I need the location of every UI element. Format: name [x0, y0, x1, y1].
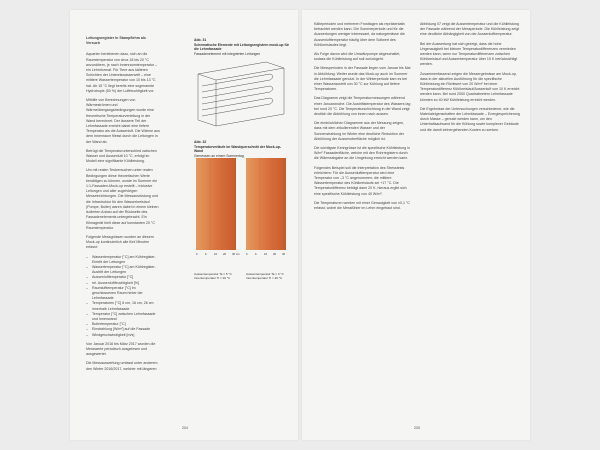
- x-tick: 36: [282, 252, 286, 257]
- paragraph: Das Diagramm zeigt die Temperaturmessungen während einer Januarwoche. Die Austrittstemperatur des Wassers lag bei rund 20 °C. Die Temperaturschichtung in der Wand zeigt deutlich die Abkühlung von innen nach aussen.: [314, 96, 411, 117]
- x-tick: 26: [223, 252, 227, 257]
- paragraph: Bei der Auswertung hat sich gezeigt, dass die hohe Ungenauigkeit bei kleinen Temperaturdifferenzen vermieden werden kann, wenn nur Temperaturdifferenzen zwischen Kühlkreislauf und Aussentemperatur über 15 K berücksichtigt werden.: [420, 41, 518, 67]
- temperature-gradient-chart: [194, 158, 290, 268]
- list-item: – Temperatur [°C] zwischen Lehmfassade und Innenwand: [92, 312, 160, 322]
- legend-entry: [194, 273, 236, 280]
- chart-legend: [194, 273, 290, 280]
- left-page: [70, 10, 298, 440]
- paragraph: Die wichtigste Kenngrösse ist die spezifische Kühlleistung in W/m² Fassadenfläche, welche mit den Rohrregistern durch die Wärmeabgabe an die Umgebung erreicht werden kann.: [314, 146, 410, 161]
- x-tick: 6: [205, 252, 207, 257]
- figure-bottom: [194, 140, 290, 281]
- x-tick: 6: [255, 252, 257, 257]
- list-item: – Wassertemperatur [°C] am Kühlregister-Eintritt der Leitungen: [92, 255, 160, 265]
- right-page: [302, 10, 530, 440]
- paragraph: Betrügt die Temperaturunterschied zwischen Wasser und Aussenluft 10 °C, erfolgt im Modell eine signifikante Kühlleistung.: [86, 148, 157, 164]
- figure-subtitle: Gemessen an einem Sommertag: [194, 153, 244, 158]
- legend-sub: Innentemperatur Ti = 20 °C: [194, 275, 231, 280]
- x-tick: 16: [214, 252, 218, 257]
- x-tick: 36: [232, 252, 236, 257]
- list-item: – Einstrahlung [W/m²] auf die Fassade: [92, 327, 160, 332]
- figure-label: Abb. 32: [194, 140, 207, 144]
- legend-sub: Innentemperatur Ti = 20 °C: [246, 275, 283, 280]
- paragraph: Folgendes Beispiel soll die Interpretation des Stresstests erleichtern: Für die Aussenlufttemperatur wird eine Temperatur von –3 °C angenommen; die mittlere Wassertemperatur des Kühlkreislaufs sei +17 °C. Die Temperaturdifferenz beträgt dann 20 K, hieraus ergibt sich eine spezifische Kühlleistung von 40 W/m².: [314, 165, 407, 196]
- list-item: – Temperaturen [°C] 6 cm, 16 cm, 26 cm innerhalb Lehmfassade: [92, 301, 160, 311]
- list-item: – Raumlufttemperatur [°C] im geschlossenen Raum hinter der Lehmfassade: [92, 286, 160, 302]
- section-heading: Leitungsregister in Stampflehm als Versuch: [86, 36, 146, 46]
- list-item: – Aussenlufttemperatur [°C]: [92, 275, 160, 280]
- x-tick: 0: [196, 252, 198, 257]
- paragraph: Von Januar 2016 bis März 2017 wurden die Messwerte periodisch ausgelesen und ausgewertet.: [86, 341, 156, 357]
- x-tick: 0: [246, 252, 248, 257]
- paragraph: Die Ergebnisse der Untersuchungen verschiedener, wie die Materialeigenschaften der Lehmfassade – Energiespeicherung durch Masse – genutzt werden kann, um den Unterhaltsaufwand für die Kühlung sowie komplexer Gebäude und die damit einhergehenden Kosten zu senken.: [420, 106, 520, 132]
- figure-title: Temperaturverläufe im Wandquerschnitt der Mock-up-Wand: [194, 144, 282, 154]
- paragraph: Die eindrücklichen Diagramme aus der Messung zeigen, dass mit dem zirkulierenden Wasser und der Sonnenstrahlung im Winter eine deutliche Reduktion der Abkühlung der Aussenoberfläche möglich ist.: [314, 121, 405, 141]
- wall-element-sketch: [194, 56, 290, 134]
- page-number: 205: [414, 426, 420, 430]
- left-text-column: [86, 36, 160, 376]
- paragraph: Kälteperioden und mehreren Frosttagen als repräsentativ betrachtet werden kann. Die Sommerperiode und für die Auswertungen weniger interessant, da naturgemässe die Aussenlufttemperatur häufig über dem Sollwert des Kühlkreislaufes liegt.: [314, 22, 406, 47]
- paragraph: Als Folge davon wird die Umwälzpumpe abgeschaltet, sodass die Kühlleistung auf null zurückgeht.: [314, 52, 401, 62]
- section-plot-1: [196, 158, 236, 250]
- list-item: – Windgeschwindigkeit [m/s]: [92, 333, 160, 338]
- x-tick: 26: [273, 252, 277, 257]
- paragraph: Die Messperioden in der Fassade liegen vom Januar bis Mai in Abkühlung. Weiter wurde das Mock-up auch im Sommer die Lehmfassade genutzt. In der Winterperiode kam es bei einer Wasseraustritt von 30 °C zur Kühlung auf tiefere Temperaturen.: [314, 66, 411, 92]
- legend-label: Aussentemperatur Ta = 0 °C: [246, 272, 284, 277]
- list-item: – Wassertemperatur [°C] am Kühlregister-Austritt der Leitungen: [92, 265, 160, 275]
- list-item: – Boilertemperatur [°C]: [92, 322, 160, 327]
- paragraph: Um mit realen Testversuchen unter realen Bedingungen diese theoretischen Werte bestätigen zu können, wurde im Sommer ein 1:1-Fassaden-Mock-up erstellt – inklusive Leitungen und aller zugehörigen Messeinrichtungen. Die Messausrüstung und die Infrastruktur für den Wasserkreislauf (Pumpe, Boiler) waren dabei in einem kleinen isolierten Anbau auf der Rückseite des Fassadenelements untergebracht. Ein Klimagerät hielt diese auf konstanten 20 °C Raumtemperatur.: [86, 168, 159, 230]
- paragraph: Zusammenfassend zeigen die Messergebnisse am Mock-up, dass in der aktuellen Ausführung für die spezifische Kühlleistung ein Richtwert von 20 W/m² bei einer Temperaturdifferenz Kühlkreislauf/Aussenluft von 10 K erreicht werden kann. Bei rund 2000 Quadratmetern Lehmfassade könnten so 40 kW Kühlleistung erreicht werden.: [420, 71, 520, 102]
- paragraph: Mithilfe von Berechnungen von Wärmeströmen und Wärmeübergangsbedingungen wurde eine theoretische Temperaturverteilung in der Wand berechnet. Der äussere Teil der Lehmfassade erreicht dabei eine tiefere Temperatur als die Aussenluft. Die Wärme aus dem Innenraum fliesst durch die Leitungen in der Wand ab.: [86, 98, 160, 144]
- paragraph: Die Temperaturen werden mit einer Genauigkeit von ±0,1 °C erfasst, wobei die Messfühler im Lehm eingebaut sind.: [314, 200, 411, 211]
- figure-top: [194, 38, 290, 139]
- right-text-column-2: [420, 22, 520, 137]
- legend-label: Aussentemperatur Ta = 5 °C: [194, 272, 232, 277]
- paragraph: Abbildung 07 zeigt die Aussentemperatur und die Kühlleistung der Fassade während der Messperiode. Die Kühlleistung zeigt eine deutliche Abhängigkeit von der Aussenlufttemperatur.: [420, 22, 520, 37]
- right-text-column-1: [314, 22, 412, 215]
- x-tick: 16: [264, 252, 268, 257]
- paragraph: Die Messauswertung umfasst unter anderem den Winter 2016/2017, welcher mit längeren: [86, 361, 158, 371]
- list-item: – rel. Aussenluftfeuchtigkeit [%]: [92, 281, 160, 286]
- section-plot-2: [246, 158, 286, 250]
- figure-label: Abb. 31: [194, 38, 207, 42]
- paragraph: Aquarien beriebenen dazu, sich an die Raumtemperatur von circa 18 bis 20 °C anzunähern, je nach Innenraumtemperatur – ein Lehmformat. Für Tiere aus kälteren Schichten der Untereiswasserwelt – eine mittlere Wassertemperatur von 10 bis 13 °C hat. Ab 15 °C liegt bereits eine sogenannte Hydrotropie (50 %) der Luftfeuchtigkeit vor.: [86, 52, 158, 93]
- figure-title: Schematische Elemente mit Leitungsregistern mock-up für die Lehmfassade: [194, 42, 289, 52]
- figure-caption: [194, 140, 290, 158]
- measurement-list: [86, 255, 160, 338]
- x-unit: cm: [236, 252, 240, 257]
- figure-subtitle: Fassadenelement mit integrierten Leitungen: [194, 51, 261, 56]
- page-number: 204: [182, 426, 188, 430]
- paragraph: Folgende Messgrössen wurden an diesem Mock-up kontinuierlich alle fünf Minuten erfasst:: [86, 234, 154, 250]
- figure-caption: [194, 38, 290, 56]
- legend-entry: [246, 273, 288, 280]
